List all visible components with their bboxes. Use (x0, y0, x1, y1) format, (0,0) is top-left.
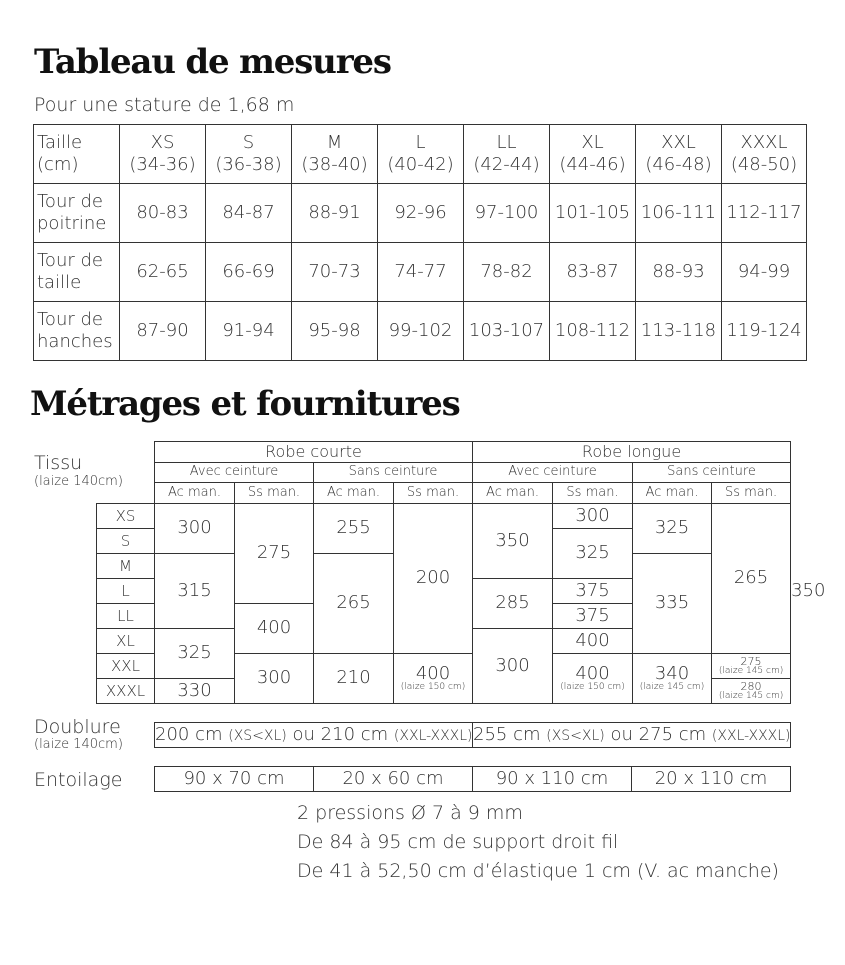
measures-header-row (34, 125, 807, 184)
value-cell: 84-87 (206, 184, 292, 243)
value-cell: 78-82 (464, 243, 550, 302)
size-column-header: XL (44-46) (550, 125, 636, 184)
value-cell: 91-94 (206, 302, 292, 361)
value-cell: 80-83 (120, 184, 206, 243)
value-cell: 66-69 (206, 243, 292, 302)
note-line: De 41 à 52,50 cm d’élastique 1 cm (V. ac manche) (297, 860, 779, 882)
value-cell: 97-100 (464, 184, 550, 243)
size-label: S (97, 529, 155, 554)
tissu-sublabel: (laize 140cm) (34, 474, 123, 489)
size-label: XL (97, 629, 155, 654)
interfacing-cell: 90 x 110 cm (473, 767, 632, 792)
yardage-cell: 400 (laize 150 cm) (553, 654, 633, 704)
size-column-header: XXL (46-48) (636, 125, 722, 184)
yardage-cell: 400 (553, 629, 633, 654)
value-cell: 83-87 (550, 243, 636, 302)
interfacing-cell: 20 x 60 cm (314, 767, 473, 792)
value-cell: 113-118 (636, 302, 722, 361)
size-column-header: L (40-42) (378, 125, 464, 184)
value-cell: 88-91 (292, 184, 378, 243)
yardage-cell: 335 (633, 554, 712, 654)
yardage-cell: 325 (155, 629, 235, 679)
note-line: 2 pressions Ø 7 à 9 mm (297, 802, 523, 824)
size-label: LL (97, 604, 155, 629)
value-cell: 112-117 (722, 184, 807, 243)
value-cell: 95-98 (292, 302, 378, 361)
yardage-cell: 300 (473, 629, 553, 704)
yardage-cell: 275 (235, 504, 314, 604)
size-column-header: LL (42-44) (464, 125, 550, 184)
row-label: Tour de hanches (34, 302, 120, 361)
size-column-header: XXXL (48-50) (722, 125, 807, 184)
subheader-without-belt: Sans ceinture (314, 463, 473, 483)
yardage-cell: 400 (laize 150 cm) (394, 654, 473, 704)
measures-subtitle: Pour une stature de 1,68 m (34, 94, 295, 116)
value-cell: 92-96 (378, 184, 464, 243)
yardage-cell: 315 (155, 554, 235, 629)
lining-long-cell: 255 cm (XS<XL) ou 275 cm (XXL-XXXL) (473, 723, 791, 748)
value-cell: 74-77 (378, 243, 464, 302)
yardage-cell: 325 (633, 504, 712, 554)
size-label: XXXL (97, 679, 155, 704)
yardage-cell: 375 (553, 604, 633, 629)
subheader-without-sleeve: Ss man. (553, 483, 633, 504)
interfacing-cell: 20 x 110 cm (632, 767, 791, 792)
table-row (34, 243, 807, 302)
lining-sublabel: (laize 140cm) (34, 737, 123, 752)
yardage-cell: 330 (155, 679, 235, 704)
size-label: XXL (97, 654, 155, 679)
interfacing-table (154, 766, 791, 792)
size-column-header: S (36-38) (206, 125, 292, 184)
yardage-cell: 200 (394, 504, 473, 654)
value-cell: 87-90 (120, 302, 206, 361)
row-label: Tour de taille (34, 243, 120, 302)
table-row (34, 184, 807, 243)
tissu-label: Tissu (34, 452, 83, 474)
blank-cell (97, 442, 155, 463)
measures-title: Tableau de mesures (34, 42, 391, 82)
subheader-with-sleeve: Ac man. (314, 483, 394, 504)
yardage-cell: 325 (553, 529, 633, 579)
note-line: De 84 à 95 cm de support droit fil (297, 831, 619, 853)
subheader-without-belt: Sans ceinture (633, 463, 791, 483)
yardage-cell: 400 (235, 604, 314, 654)
subheader-with-sleeve: Ac man. (473, 483, 553, 504)
value-cell: 119-124 (722, 302, 807, 361)
yardage-cell: 255 (314, 504, 394, 554)
row-label: Tour de poitrine (34, 184, 120, 243)
yardage-cell: 265 (712, 504, 791, 654)
value-cell: 106-111 (636, 184, 722, 243)
yardage-cell: 265 (314, 554, 394, 654)
size-column-header: XS (34-36) (120, 125, 206, 184)
size-label: XS (97, 504, 155, 529)
subheader-without-sleeve: Ss man. (235, 483, 314, 504)
yardage-cell: 275 (laize 145 cm) (712, 654, 791, 679)
lining-label: Doublure (34, 716, 121, 738)
yardage-cell: 340 (laize 145 cm) (633, 654, 712, 704)
subheader-without-sleeve: Ss man. (394, 483, 473, 504)
yardage-title: Métrages et fournitures (30, 384, 460, 424)
value-cell: 88-93 (636, 243, 722, 302)
yardage-cell: 280 (laize 145 cm) (712, 679, 791, 704)
value-cell: 70-73 (292, 243, 378, 302)
subheader-with-belt: Avec ceinture (155, 463, 314, 483)
subheader-with-belt: Avec ceinture (473, 463, 633, 483)
supplies-notes (297, 799, 779, 886)
size-column-header: M (38-40) (292, 125, 378, 184)
blank-cell (97, 463, 155, 483)
size-label: M (97, 554, 155, 579)
blank-cell (97, 483, 155, 504)
lining-table (154, 722, 791, 748)
value-cell: 94-99 (722, 243, 807, 302)
value-cell: 103-107 (464, 302, 550, 361)
size-header-cell: Taille (cm) (34, 125, 120, 184)
yardage-cell: 375 (553, 579, 633, 604)
table-row (34, 302, 807, 361)
size-label: L (97, 579, 155, 604)
value-cell: 62-65 (120, 243, 206, 302)
value-cell: 108-112 (550, 302, 636, 361)
interfacing-cell: 90 x 70 cm (155, 767, 314, 792)
group-header-short: Robe courte (155, 442, 473, 463)
subheader-without-sleeve: Ss man. (712, 483, 791, 504)
yardage-cell: 300 (235, 654, 314, 704)
yardage-cell: 285 (473, 579, 553, 629)
value-cell: 101-105 (550, 184, 636, 243)
yardage-cell: 350 (473, 504, 553, 579)
value-cell: 99-102 (378, 302, 464, 361)
yardage-cell: 300 (155, 504, 235, 554)
yardage-cell: 210 (314, 654, 394, 704)
group-header-long: Robe longue (473, 442, 791, 463)
yardage-table: Robe courte Robe longue Avec ceinture Sans ceinture Avec ceinture Sans ceinture Ac man. Ss man. Ac man. Ss man. Ac man. Ss man. Ac man. Ss man. XS 300 275 255 200 350 300 325 265 S 325 M 315 265 335 L 285 375 350 LL 400 375 XL 325 300 400 XXL 300 210 400 (laize 150 cm) 400 (laize 150 cm) 340 (laize 145 cm) 275 (laize 145 cm) XXXL 330 280 (laize 145 cm) (96, 441, 791, 704)
subheader-with-sleeve: Ac man. (155, 483, 235, 504)
measures-table (33, 124, 807, 361)
yardage-cell: 300 (553, 504, 633, 529)
lining-short-cell: 200 cm (XS<XL) ou 210 cm (XXL-XXXL) (155, 723, 473, 748)
subheader-with-sleeve: Ac man. (633, 483, 712, 504)
interfacing-label: Entoilage (34, 769, 123, 791)
